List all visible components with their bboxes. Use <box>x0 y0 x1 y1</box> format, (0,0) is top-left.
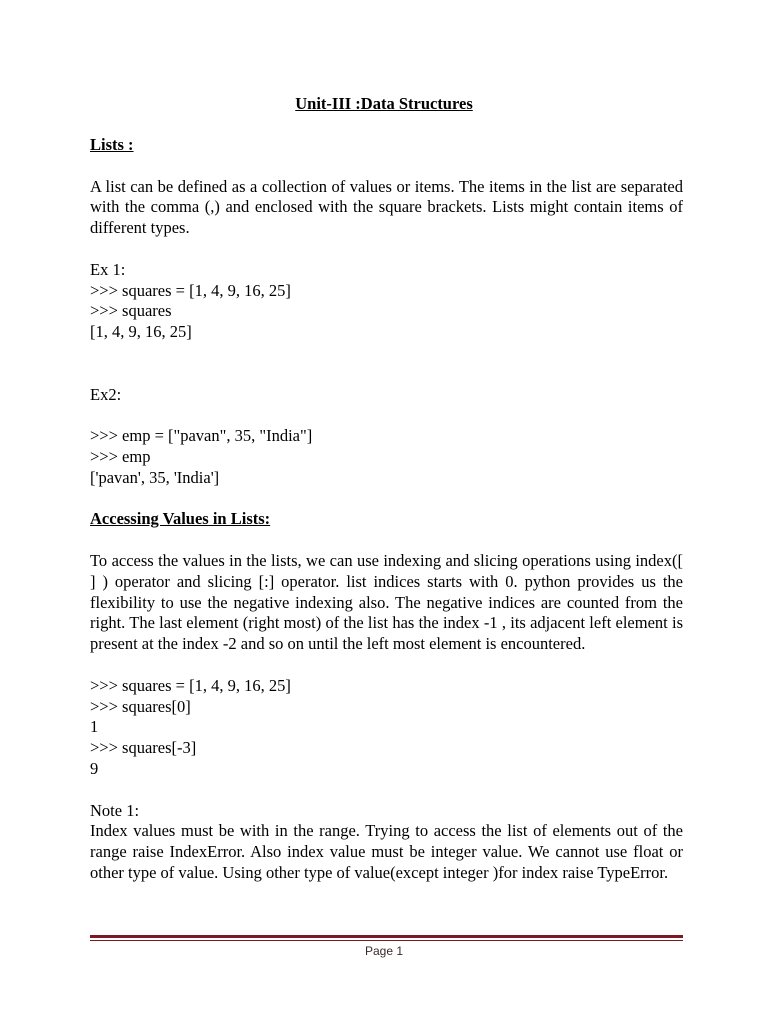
code-line: >>> squares = [1, 4, 9, 16, 25] <box>90 280 291 300</box>
code-line: >>> squares[0] <box>90 696 191 716</box>
code-line: ['pavan', 35, 'India'] <box>90 467 220 487</box>
ex2-label: Ex2: <box>90 384 122 404</box>
accessing-values-paragraph: To access the values in the lists, we can use indexing and slicing operations using index([ ] ) operator and slicing [:] operator. list indices starts with 0. python provides us the flexibility to use the negative indexing also. The negative indices are counted from the right. The last element (right most) of the list has the index -1 , its adjacent left element is present at the index -2 and so on until the left most element is encountered. <box>90 550 683 654</box>
note1-label: Note 1: <box>90 800 140 820</box>
page-number: Page 1 <box>364 944 404 958</box>
code-line: >>> emp = ["pavan", 35, "India"] <box>90 426 313 446</box>
code-line: >>> squares <box>90 301 172 321</box>
code-line: 9 <box>90 758 99 778</box>
footer-divider <box>90 935 683 942</box>
document-title: Unit-III :Data Structures <box>295 94 473 113</box>
code-line: [1, 4, 9, 16, 25] <box>90 322 192 342</box>
accessing-values-heading: Accessing Values in Lists: <box>90 509 271 529</box>
code-line: >>> squares[-3] <box>90 738 197 758</box>
code-line: 1 <box>90 717 99 737</box>
note1-paragraph: Index values must be with in the range. Trying to access the list of elements out of the range raise IndexError. Also index value must be integer value. We cannot use float or other type of value. Using other type of value(except integer )for index raise TypeError. <box>90 821 683 882</box>
code-line: >>> squares = [1, 4, 9, 16, 25] <box>90 675 291 695</box>
lists-heading: Lists : <box>90 135 134 154</box>
ex1-label: Ex 1: <box>90 259 126 279</box>
document-body <box>90 135 683 884</box>
code-line: >>> emp <box>90 446 151 466</box>
lists-intro-paragraph: A list can be defined as a collection of values or items. The items in the list are separated with the comma (,) and enclosed with the square brackets. Lists might contain items of different types. <box>90 176 683 238</box>
